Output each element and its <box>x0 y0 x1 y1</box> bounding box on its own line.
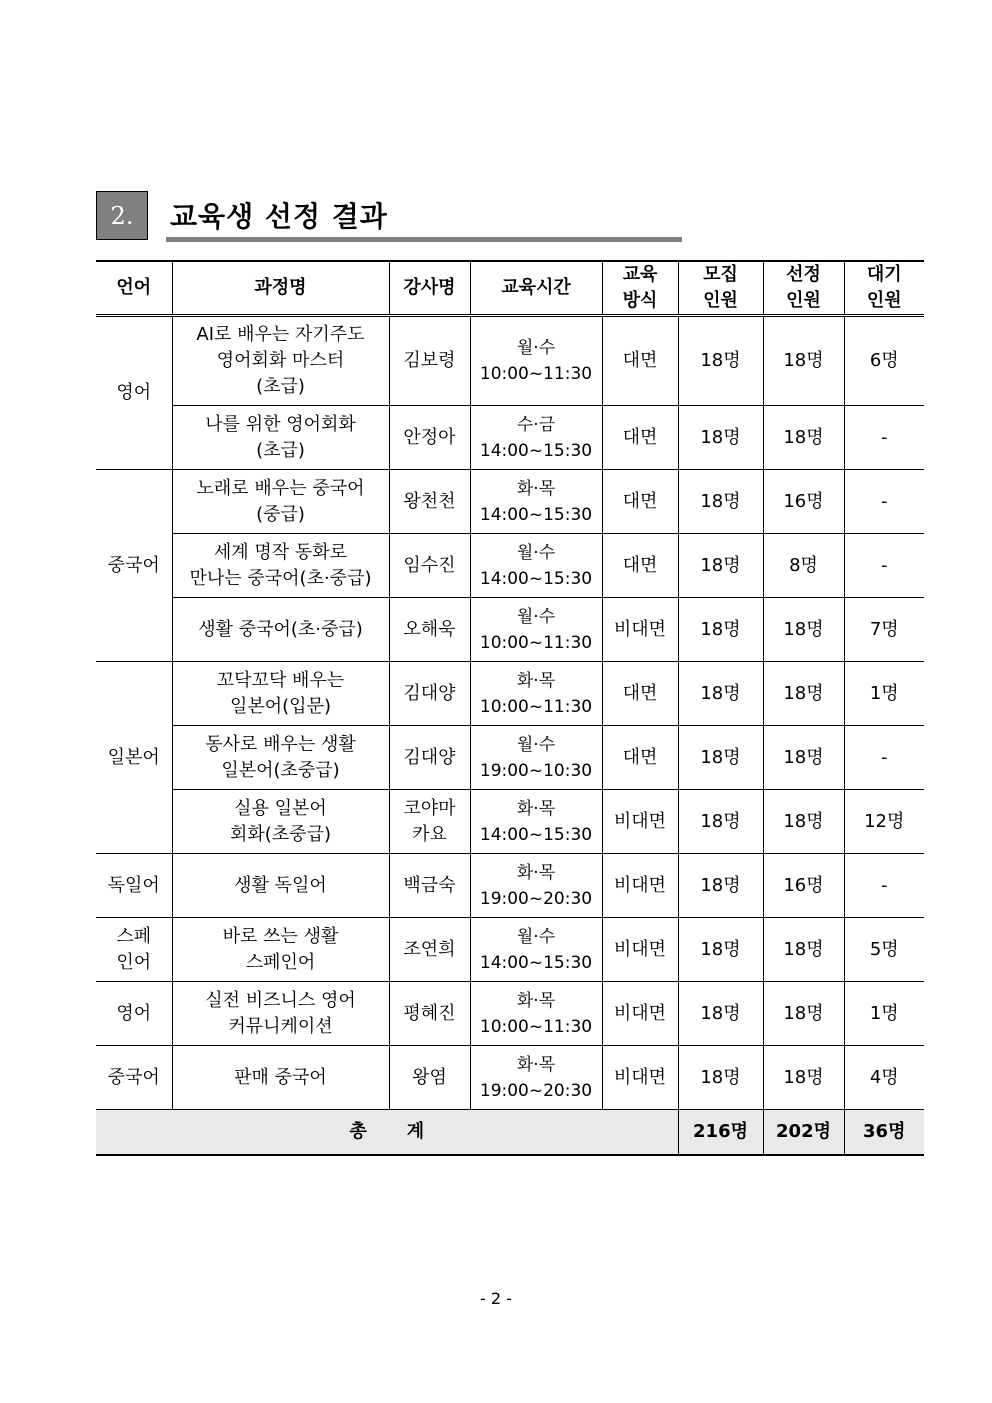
recruit-cell: 18명 <box>678 534 763 598</box>
language-cell: 독일어 <box>96 854 172 918</box>
method-cell: 대면 <box>602 316 678 406</box>
language-cell: 중국어 <box>96 470 172 662</box>
language-cell: 영어 <box>96 316 172 470</box>
selected-cell: 18명 <box>763 1046 844 1110</box>
time-cell: 월·수 14:00~15:30 <box>470 918 602 982</box>
table-row <box>96 316 924 406</box>
recruit-cell: 18명 <box>678 662 763 726</box>
section-number: 2. <box>110 201 134 230</box>
header-waiting: 대기 인원 <box>844 261 924 316</box>
header-recruit: 모집 인원 <box>678 261 763 316</box>
total-label: 총 계 <box>96 1110 678 1156</box>
instructor-cell: 조연희 <box>389 918 470 982</box>
instructor-cell: 왕염 <box>389 1046 470 1110</box>
instructor-cell: 오해욱 <box>389 598 470 662</box>
method-cell: 비대면 <box>602 1046 678 1110</box>
section-number-box <box>96 191 148 240</box>
course-cell: 실용 일본어 회화(초중급) <box>172 790 389 854</box>
time-cell: 화·목 19:00~20:30 <box>470 854 602 918</box>
instructor-cell: 백금숙 <box>389 854 470 918</box>
course-cell: 꼬닥꼬닥 배우는 일본어(입문) <box>172 662 389 726</box>
table-row <box>96 726 924 790</box>
table-row <box>96 662 924 726</box>
time-cell: 화·목 10:00~11:30 <box>470 982 602 1046</box>
table-row <box>96 406 924 470</box>
waiting-cell: 6명 <box>844 316 924 406</box>
course-cell: 생활 독일어 <box>172 854 389 918</box>
table-row <box>96 598 924 662</box>
waiting-cell: 4명 <box>844 1046 924 1110</box>
language-cell: 스페 인어 <box>96 918 172 982</box>
table-row <box>96 918 924 982</box>
method-cell: 비대면 <box>602 918 678 982</box>
time-cell: 화·목 14:00~15:30 <box>470 470 602 534</box>
waiting-cell: 12명 <box>844 790 924 854</box>
section-title-underline <box>166 237 682 242</box>
instructor-cell: 안정아 <box>389 406 470 470</box>
recruit-cell: 18명 <box>678 918 763 982</box>
selected-cell: 8명 <box>763 534 844 598</box>
course-cell: 세계 명작 동화로 만나는 중국어(초·중급) <box>172 534 389 598</box>
table-row <box>96 854 924 918</box>
time-cell: 수·금 14:00~15:30 <box>470 406 602 470</box>
waiting-cell: - <box>844 726 924 790</box>
table-row <box>96 470 924 534</box>
selected-cell: 18명 <box>763 918 844 982</box>
course-cell: 노래로 배우는 중국어 (중급) <box>172 470 389 534</box>
recruit-cell: 18명 <box>678 470 763 534</box>
section-heading <box>96 191 586 243</box>
waiting-cell: - <box>844 406 924 470</box>
table-row <box>96 982 924 1046</box>
waiting-cell: 1명 <box>844 982 924 1046</box>
selected-cell: 18명 <box>763 598 844 662</box>
method-cell: 비대면 <box>602 854 678 918</box>
header-instructor: 강사명 <box>389 261 470 316</box>
table-row <box>96 534 924 598</box>
course-cell: 판매 중국어 <box>172 1046 389 1110</box>
language-cell: 일본어 <box>96 662 172 854</box>
selected-cell: 18명 <box>763 406 844 470</box>
selected-cell: 16명 <box>763 470 844 534</box>
instructor-cell: 평혜진 <box>389 982 470 1046</box>
method-cell: 대면 <box>602 470 678 534</box>
time-cell: 월·수 19:00~10:30 <box>470 726 602 790</box>
total-waiting: 36명 <box>844 1110 924 1156</box>
recruit-cell: 18명 <box>678 854 763 918</box>
selected-cell: 18명 <box>763 982 844 1046</box>
course-cell: 실전 비즈니스 영어 커뮤니케이션 <box>172 982 389 1046</box>
waiting-cell: - <box>844 534 924 598</box>
recruit-cell: 18명 <box>678 790 763 854</box>
time-cell: 월·수 14:00~15:30 <box>470 534 602 598</box>
table-row <box>96 790 924 854</box>
method-cell: 비대면 <box>602 790 678 854</box>
table-header-row <box>96 261 924 316</box>
header-selected: 선정 인원 <box>763 261 844 316</box>
recruit-cell: 18명 <box>678 598 763 662</box>
total-row <box>96 1110 924 1156</box>
time-cell: 월·수 10:00~11:30 <box>470 598 602 662</box>
recruit-cell: 18명 <box>678 1046 763 1110</box>
waiting-cell: - <box>844 854 924 918</box>
course-cell: 생활 중국어(초·중급) <box>172 598 389 662</box>
waiting-cell: 7명 <box>844 598 924 662</box>
recruit-cell: 18명 <box>678 316 763 406</box>
total-recruit: 216명 <box>678 1110 763 1156</box>
instructor-cell: 김대양 <box>389 726 470 790</box>
total-selected: 202명 <box>763 1110 844 1156</box>
time-cell: 화·목 19:00~20:30 <box>470 1046 602 1110</box>
course-cell: 동사로 배우는 생활 일본어(초중급) <box>172 726 389 790</box>
course-cell: 바로 쓰는 생활 스페인어 <box>172 918 389 982</box>
waiting-cell: 5명 <box>844 918 924 982</box>
instructor-cell: 김대양 <box>389 662 470 726</box>
method-cell: 대면 <box>602 406 678 470</box>
selected-cell: 16명 <box>763 854 844 918</box>
instructor-cell: 임수진 <box>389 534 470 598</box>
course-cell: AI로 배우는 자기주도 영어회화 마스터 (초급) <box>172 316 389 406</box>
recruit-cell: 18명 <box>678 726 763 790</box>
instructor-cell: 왕천천 <box>389 470 470 534</box>
language-cell: 중국어 <box>96 1046 172 1110</box>
waiting-cell: 1명 <box>844 662 924 726</box>
time-cell: 화·목 14:00~15:30 <box>470 790 602 854</box>
time-cell: 월·수 10:00~11:30 <box>470 316 602 406</box>
recruit-cell: 18명 <box>678 406 763 470</box>
method-cell: 비대면 <box>602 982 678 1046</box>
selected-cell: 18명 <box>763 662 844 726</box>
method-cell: 대면 <box>602 534 678 598</box>
waiting-cell: - <box>844 470 924 534</box>
method-cell: 대면 <box>602 726 678 790</box>
header-course: 과정명 <box>172 261 389 316</box>
header-language: 언어 <box>96 261 172 316</box>
method-cell: 비대면 <box>602 598 678 662</box>
language-cell: 영어 <box>96 982 172 1046</box>
selected-cell: 18명 <box>763 726 844 790</box>
section-title: 교육생 선정 결과 <box>170 200 388 233</box>
selected-cell: 18명 <box>763 316 844 406</box>
recruit-cell: 18명 <box>678 982 763 1046</box>
instructor-cell: 김보령 <box>389 316 470 406</box>
selected-cell: 18명 <box>763 790 844 854</box>
time-cell: 화·목 10:00~11:30 <box>470 662 602 726</box>
header-method: 교육 방식 <box>602 261 678 316</box>
course-cell: 나를 위한 영어회화 (초급) <box>172 406 389 470</box>
method-cell: 대면 <box>602 662 678 726</box>
table-row <box>96 1046 924 1110</box>
instructor-cell: 코야마 카요 <box>389 790 470 854</box>
header-time: 교육시간 <box>470 261 602 316</box>
page-number: - 2 - <box>480 1289 512 1308</box>
selection-results-table <box>96 260 924 1156</box>
